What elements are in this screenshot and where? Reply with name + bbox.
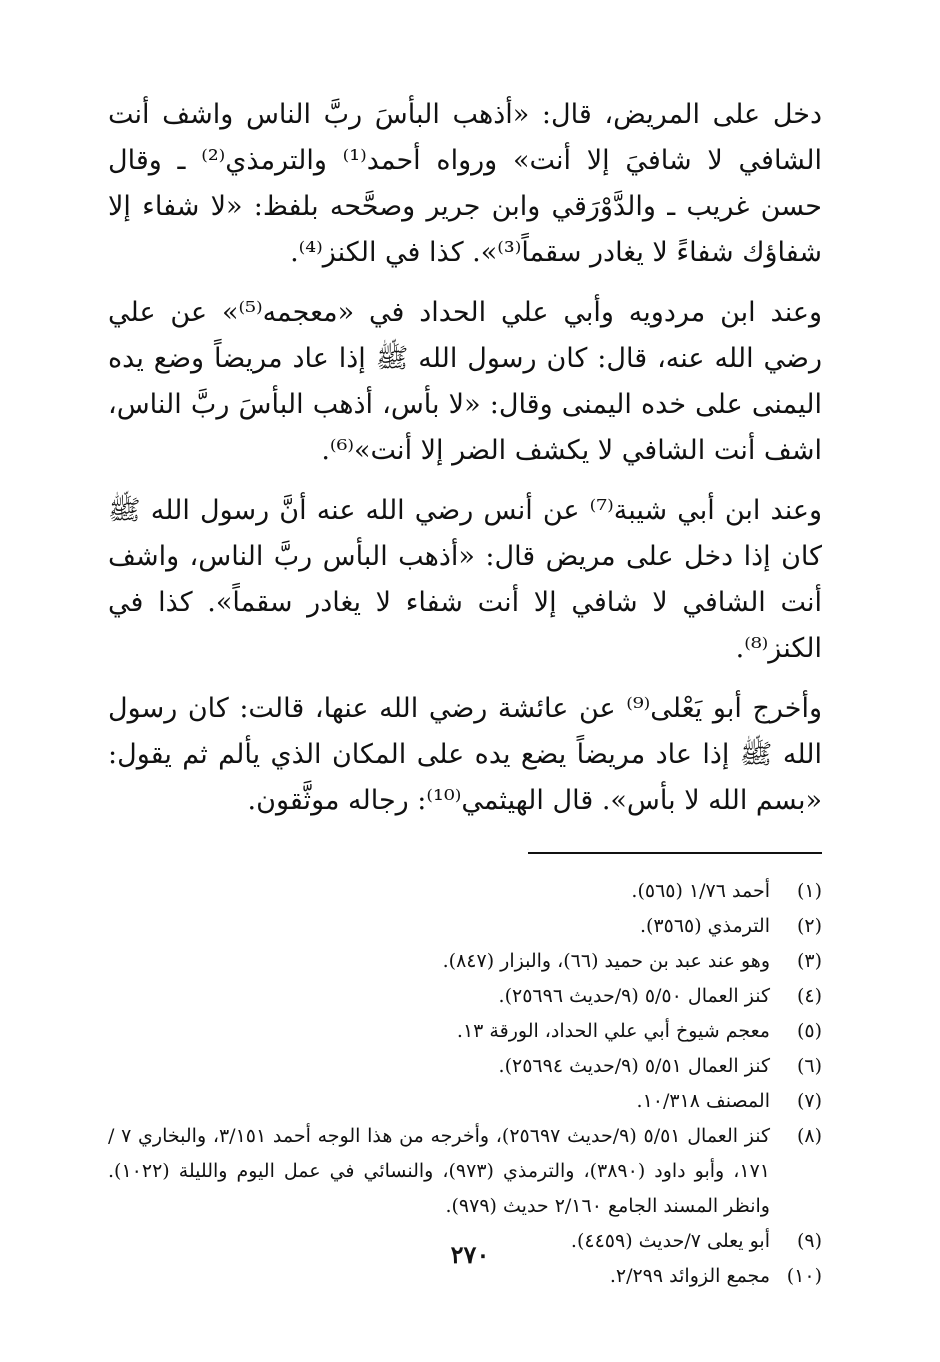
footnote-number: (٨) (796, 1125, 822, 1147)
footnote-3 (108, 944, 822, 979)
footnote-text: أبو يعلى ٧/حديث (٤٤٥٩). (570, 1230, 770, 1252)
footnote-6 (108, 1049, 822, 1084)
footnote-number: (٣) (796, 950, 822, 972)
footnote-text: الترمذي (٣٥٦٥). (639, 915, 770, 937)
paragraph-4: وأخرج أبو يَعْلى⁽⁹⁾ عن عائشة رضي الله عنها، قالت: كان رسول الله ﷺ إذا عاد مريضاً يضع يده على المكان الذي يألم ثم يقول: «بسم الله لا بأس». قال الهيثمي⁽¹⁰⁾: رجاله موثَّقون. (108, 693, 822, 816)
footnote-text: مجمع الزوائد ٢/٢٩٩. (609, 1265, 770, 1287)
footnote-number: (٧) (796, 1090, 822, 1112)
paragraph-3: وعند ابن أبي شيبة⁽⁷⁾ عن أنس رضي الله عنه أنَّ رسول الله ﷺ كان إذا دخل على مريض قال: «أذهب البأس ربَّ الناس، واشف أنت الشافي لا شافي إلا أنت شفاء لا يغادر سقماً». كذا في الكنز⁽⁸⁾. (108, 495, 822, 664)
footnote-number: (٤) (796, 985, 822, 1007)
footnote-text: كنز العمال ٥/٥٠ (٩/حديث ٢٥٦٩٦). (498, 985, 770, 1007)
footnote-7 (108, 1084, 822, 1119)
footnote-text: معجم شيوخ أبي علي الحداد، الورقة ١٣. (456, 1020, 770, 1042)
main-text (108, 92, 822, 824)
footnote-number: (٥) (796, 1020, 822, 1042)
page-number: ٢٧٠ (450, 1240, 490, 1269)
footnote-text: كنز العمال ٥/٥١ (٩/حديث ٢٥٦٩٤). (498, 1055, 770, 1077)
footnote-number: (١) (796, 880, 822, 902)
footnotes (108, 874, 822, 1294)
footnote-1 (108, 874, 822, 909)
footnote-2 (108, 909, 822, 944)
footnote-text: كنز العمال ٥/٥١ (٩/حديث ٢٥٦٩٧)، وأخرجه من هذا الوجه أحمد ٣/١٥١، والبخاري ٧ /١٧١، وأبو داود (٣٨٩٠)، والترمذي (٩٧٣)، والنسائي في عمل اليوم والليلة (١٠٢٢). وانظر المسند الجامع ٢/١٦٠ حديث (٩٧٩). (108, 1125, 771, 1217)
footnote-divider (528, 852, 822, 854)
paragraph-1: دخل على المريض، قال: «أذهب البأسَ ربَّ الناس واشف أنت الشافي لا شافيَ إلا أنت» ورواه أحمد⁽¹⁾ والترمذي⁽²⁾ ـ وقال حسن غريب ـ والدَّوْرَقي وابن جرير وصحَّحه بلفظ: «لا شفاء إلا شفاؤك شفاءً لا يغادر سقماً⁽³⁾». كذا في الكنز⁽⁴⁾. (108, 99, 822, 268)
paragraph-2: وعند ابن مردويه وأبي علي الحداد في «معجمه⁽⁵⁾» عن علي رضي الله عنه، قال: كان رسول الله ﷺ إذا عاد مريضاً وضع يده اليمنى على خده اليمنى وقال: «لا بأس، أذهب البأسَ ربَّ الناس، اشف أنت الشافي لا يكشف الضر إلا أنت»⁽⁶⁾. (108, 297, 822, 466)
footnote-number: (٩) (796, 1230, 822, 1252)
footnote-number: (٦) (796, 1055, 822, 1077)
footnote-number: (١٠) (786, 1265, 822, 1287)
footnote-number: (٢) (796, 915, 822, 937)
footnote-5 (108, 1014, 822, 1049)
footnote-8 (108, 1119, 822, 1224)
footnote-text: أحمد ١/٧٦ (٥٦٥). (631, 880, 770, 902)
footnote-text: وهو عند عبد بن حميد (٦٦)، والبزار (٨٤٧). (442, 950, 770, 972)
footnote-4 (108, 979, 822, 1014)
footnote-text: المصنف ١٠/٣١٨. (636, 1090, 770, 1112)
